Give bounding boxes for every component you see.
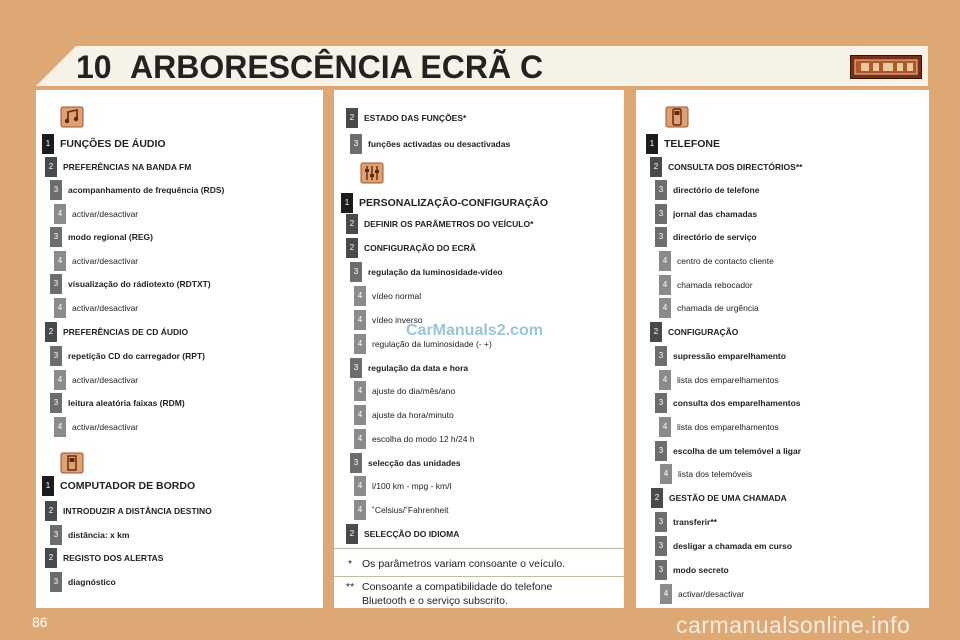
- list-item: [50, 572, 116, 592]
- footnote-mark-1: *: [348, 558, 353, 570]
- item-label: activar/desactivar: [72, 303, 139, 313]
- item-label: activar/desactivar: [678, 589, 745, 599]
- item-label: ajuste da hora/minuto: [372, 410, 454, 420]
- item-label: escolha do modo 12 h/24 h: [372, 434, 475, 444]
- list-item: [42, 134, 166, 154]
- level-badge: 3: [655, 346, 667, 366]
- level-badge: 2: [45, 548, 57, 568]
- level-badge: 3: [50, 227, 62, 247]
- level-badge: 3: [350, 358, 362, 378]
- list-item: [659, 251, 774, 271]
- list-item: [660, 584, 744, 604]
- level-badge: 4: [354, 286, 366, 306]
- footnote-text-2a: Consoante a compatibilidade do telefone: [362, 581, 553, 593]
- level-badge: 4: [659, 417, 671, 437]
- item-label: desligar a chamada em curso: [673, 541, 793, 551]
- list-item: [50, 525, 129, 545]
- item-label: selecção das unidades: [368, 458, 461, 468]
- item-label: centro de contacto cliente: [677, 256, 774, 266]
- list-item: [346, 214, 533, 234]
- notes-divider: [334, 548, 624, 549]
- level-badge: 3: [655, 536, 667, 556]
- list-item: [655, 560, 729, 580]
- level-badge: 3: [655, 393, 667, 413]
- item-label: funções activadas ou desactivadas: [368, 139, 511, 149]
- level-badge: 1: [42, 134, 54, 154]
- level-badge: 2: [650, 322, 662, 342]
- level-badge: 2: [346, 524, 358, 544]
- item-label: modo secreto: [673, 565, 729, 575]
- chapter-number: 10: [76, 49, 112, 85]
- level-badge: 3: [655, 180, 667, 200]
- footer-watermark: carmanualsonline.info: [676, 612, 911, 638]
- level-badge: 4: [54, 370, 66, 390]
- level-badge: 4: [354, 500, 366, 520]
- list-item: [655, 204, 757, 224]
- item-label: visualização do rádiotexto (RDTXT): [68, 279, 211, 289]
- item-label: ajuste do dia/mês/ano: [372, 386, 456, 396]
- list-item: [659, 417, 779, 437]
- level-badge: 1: [42, 476, 54, 496]
- list-item: [660, 464, 752, 484]
- item-label: chamada de urgência: [677, 303, 759, 313]
- list-item: [655, 227, 757, 247]
- level-badge: 4: [354, 334, 366, 354]
- level-badge: 2: [346, 214, 358, 234]
- list-item: [346, 108, 466, 128]
- level-badge: 4: [660, 464, 672, 484]
- list-item: [54, 370, 138, 390]
- item-label: SELECÇÃO DO IDIOMA: [364, 529, 460, 539]
- level-badge: 3: [350, 134, 362, 154]
- item-label: regulação da data e hora: [368, 363, 469, 373]
- item-label: GESTÃO DE UMA CHAMADA: [669, 493, 787, 503]
- item-label: distância: x km: [68, 530, 130, 540]
- list-item: [50, 346, 205, 366]
- item-label: activar/desactivar: [72, 256, 139, 266]
- level-badge: 3: [655, 441, 667, 461]
- item-label: PERSONALIZAÇÃO-CONFIGURAÇÃO: [359, 197, 548, 209]
- list-item: [659, 275, 753, 295]
- list-item: [350, 262, 503, 282]
- item-label: ESTADO DAS FUNÇÕES*: [364, 113, 467, 123]
- item-label: DEFINIR OS PARÂMETROS DO VEÍCULO*: [364, 219, 534, 229]
- list-item: [655, 536, 792, 556]
- item-label: directório de serviço: [673, 232, 757, 242]
- list-item: [655, 512, 717, 532]
- list-item: [350, 134, 510, 154]
- list-item: [341, 193, 548, 213]
- page-title: ARBORESCÊNCIA ECRÃ C: [130, 49, 544, 85]
- level-badge: 3: [655, 204, 667, 224]
- list-item: [42, 476, 195, 496]
- watermark-text: CarManuals2.com: [406, 322, 543, 339]
- level-badge: 4: [659, 275, 671, 295]
- item-label: jornal das chamadas: [673, 209, 758, 219]
- item-label: supressão emparelhamento: [673, 351, 786, 361]
- list-item: [354, 405, 454, 425]
- list-item: [346, 524, 459, 544]
- item-label: PREFERÊNCIAS NA BANDA FM: [63, 162, 192, 172]
- level-badge: 4: [659, 251, 671, 271]
- item-label: modo regional (REG): [68, 232, 153, 242]
- list-item: [50, 227, 153, 247]
- list-item: [646, 134, 720, 154]
- list-item: [650, 322, 738, 342]
- list-item: [346, 238, 476, 258]
- item-label: FUNÇÕES DE ÁUDIO: [60, 138, 166, 150]
- level-badge: 4: [54, 298, 66, 318]
- item-label: lista dos emparelhamentos: [677, 422, 779, 432]
- item-label: INTRODUZIR A DISTÂNCIA DESTINO: [63, 506, 212, 516]
- list-item: [659, 298, 759, 318]
- level-badge: 3: [655, 227, 667, 247]
- item-label: diagnóstico: [68, 577, 116, 587]
- level-badge: 3: [50, 393, 62, 413]
- list-item: [50, 393, 185, 413]
- item-label: vídeo normal: [372, 291, 422, 301]
- board-computer-icon: [60, 452, 84, 474]
- item-label: regulação da luminosidade (- +): [372, 339, 492, 349]
- level-badge: 4: [659, 370, 671, 390]
- notes-divider: [334, 576, 624, 577]
- item-label: regulação da luminosidade-vídeo: [368, 267, 503, 277]
- item-label: CONFIGURAÇÃO DO ECRÃ: [364, 243, 476, 253]
- item-label: REGISTO DOS ALERTAS: [63, 553, 164, 563]
- list-item: [659, 370, 779, 390]
- level-badge: 3: [350, 262, 362, 282]
- item-label: acompanhamento de frequência (RDS): [68, 185, 225, 195]
- list-item: [655, 346, 786, 366]
- item-label: CONSULTA DOS DIRECTÓRIOS**: [668, 162, 803, 172]
- list-item: [45, 501, 212, 521]
- item-label: directório de telefone: [673, 185, 760, 195]
- item-label: vídeo inverso: [372, 315, 423, 325]
- list-item: [354, 286, 421, 306]
- level-badge: 3: [50, 572, 62, 592]
- item-label: ˚Celsius/˚Fahrenheit: [372, 505, 449, 515]
- list-item: [54, 417, 138, 437]
- item-label: CONFIGURAÇÃO: [668, 327, 739, 337]
- item-label: TELEFONE: [664, 138, 721, 150]
- level-badge: 3: [50, 274, 62, 294]
- level-badge: 3: [350, 453, 362, 473]
- list-item: [655, 393, 801, 413]
- level-badge: 2: [45, 501, 57, 521]
- level-badge: 1: [341, 193, 353, 213]
- list-item: [354, 429, 475, 449]
- list-item: [50, 180, 224, 200]
- list-item: [350, 453, 461, 473]
- item-label: chamada rebocador: [677, 280, 753, 290]
- audio-icon: [60, 106, 84, 128]
- item-label: activar/desactivar: [72, 209, 139, 219]
- level-badge: 3: [655, 560, 667, 580]
- item-label: activar/desactivar: [72, 375, 139, 385]
- footnote-mark-2: **: [346, 581, 355, 593]
- level-badge: 4: [54, 251, 66, 271]
- list-item: [651, 488, 787, 508]
- level-badge: 3: [655, 512, 667, 532]
- level-badge: 4: [354, 310, 366, 330]
- item-label: leitura aleatória faixas (RDM): [68, 398, 185, 408]
- personalization-icon: [360, 162, 384, 184]
- list-item: [354, 500, 449, 520]
- level-badge: 4: [354, 476, 366, 496]
- list-item: [354, 381, 455, 401]
- level-badge: 3: [50, 180, 62, 200]
- item-label: activar/desactivar: [72, 422, 139, 432]
- item-label: lista dos emparelhamentos: [677, 375, 779, 385]
- item-label: lista dos telemóveis: [678, 469, 753, 479]
- level-badge: 4: [354, 429, 366, 449]
- list-item: [650, 157, 802, 177]
- list-item: [45, 322, 188, 342]
- level-badge: 2: [45, 322, 57, 342]
- list-item: [655, 180, 759, 200]
- footnote-text-2b: Bluetooth e o serviço subscrito.: [362, 595, 508, 607]
- level-badge: 4: [354, 381, 366, 401]
- level-badge: 2: [45, 157, 57, 177]
- footnote-text-1: Os parâmetros variam consoante o veículo.: [362, 558, 566, 570]
- level-badge: 4: [54, 417, 66, 437]
- list-item: [54, 251, 138, 271]
- level-badge: 4: [660, 584, 672, 604]
- level-badge: 2: [651, 488, 663, 508]
- item-label: escolha de um telemóvel a ligar: [673, 446, 802, 456]
- list-item: [54, 204, 138, 224]
- list-item: [45, 157, 191, 177]
- item-label: transferir**: [673, 517, 717, 527]
- item-label: PREFERÊNCIAS DE CD ÁUDIO: [63, 327, 189, 337]
- list-item: [655, 441, 801, 461]
- item-label: COMPUTADOR DE BORDO: [60, 480, 196, 492]
- level-badge: 4: [54, 204, 66, 224]
- level-badge: 3: [50, 525, 62, 545]
- item-label: consulta dos emparelhamentos: [673, 398, 801, 408]
- list-item: [354, 476, 451, 496]
- level-badge: 2: [650, 157, 662, 177]
- level-badge: 2: [346, 108, 358, 128]
- level-badge: 4: [354, 405, 366, 425]
- level-badge: 1: [646, 134, 658, 154]
- chapter-logo-icon: [850, 55, 922, 79]
- level-badge: 2: [346, 238, 358, 258]
- item-label: repetição CD do carregador (RPT): [68, 351, 205, 361]
- level-badge: 3: [50, 346, 62, 366]
- page-number: 86: [32, 614, 48, 630]
- list-item: [45, 548, 163, 568]
- list-item: [350, 358, 468, 378]
- telephone-icon: [665, 106, 689, 128]
- item-label: l/100 km - mpg - km/l: [372, 481, 452, 491]
- list-item: [50, 274, 211, 294]
- list-item: [54, 298, 138, 318]
- level-badge: 4: [659, 298, 671, 318]
